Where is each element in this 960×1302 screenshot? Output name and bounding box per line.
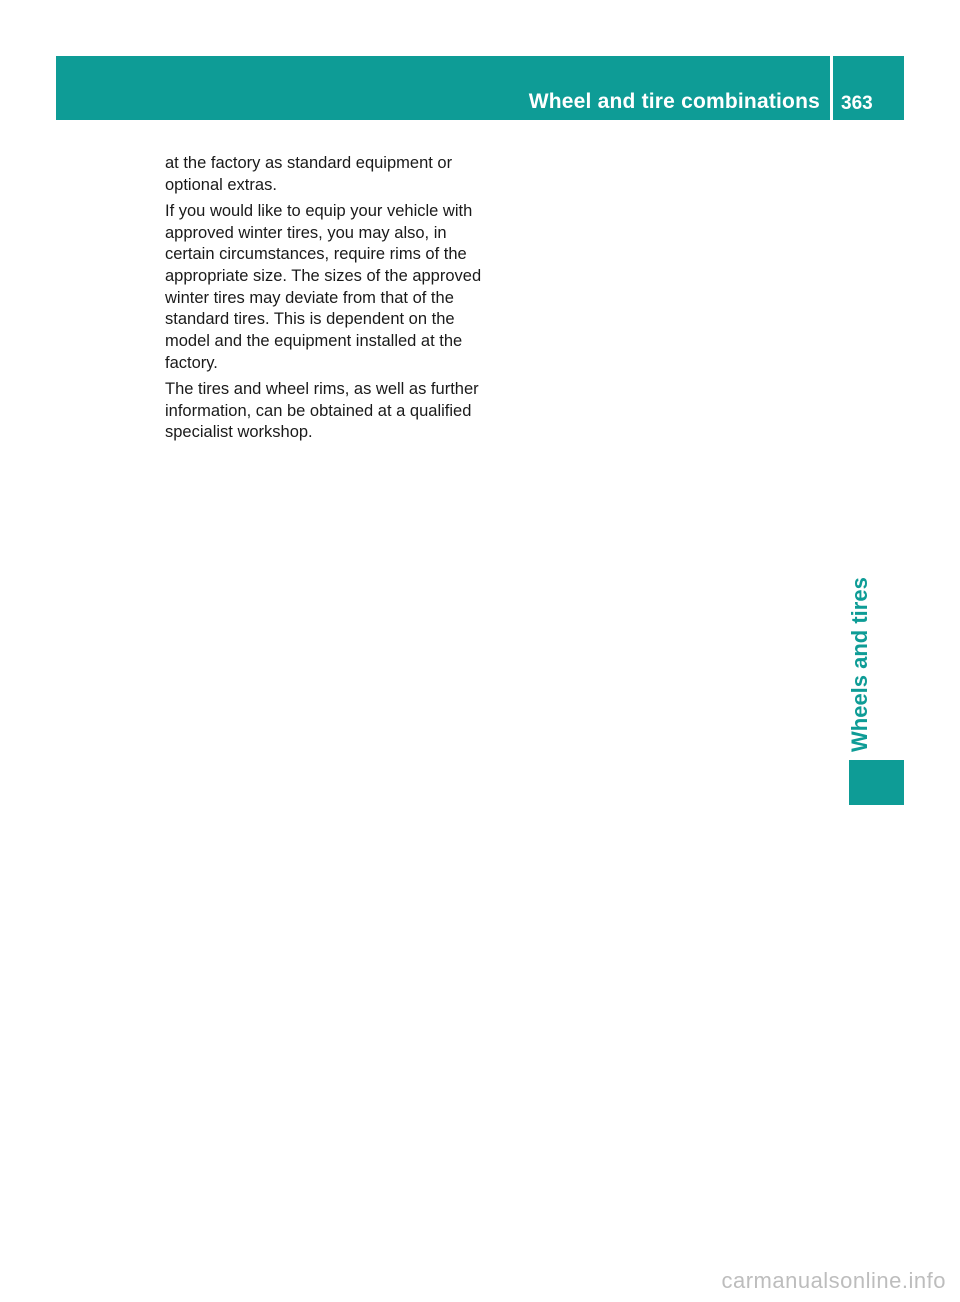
chapter-tab-label: Wheels and tires — [847, 577, 872, 752]
page-number: 363 — [841, 93, 873, 114]
paragraph: If you would like to equip your vehicle with approved winter tires, you may also, in certain circumstances, require rims of the appropriate size. The sizes of the approved winter tires may deviate from that of the standard tires. This is dependent on the model and the equipment installed at the factory. — [165, 201, 482, 372]
watermark: carmanualsonline.info — [721, 1268, 946, 1293]
section-title: Wheel and tire combinations — [528, 90, 820, 113]
header-divider — [830, 56, 833, 122]
paragraph: at the factory as standard equipment or optional extras. — [165, 154, 453, 194]
paragraph: The tires and wheel rims, as well as further information, can be obtained at a qualified specialist workshop. — [165, 380, 479, 442]
chapter-tab-marker — [849, 760, 904, 805]
body-text — [165, 153, 495, 449]
